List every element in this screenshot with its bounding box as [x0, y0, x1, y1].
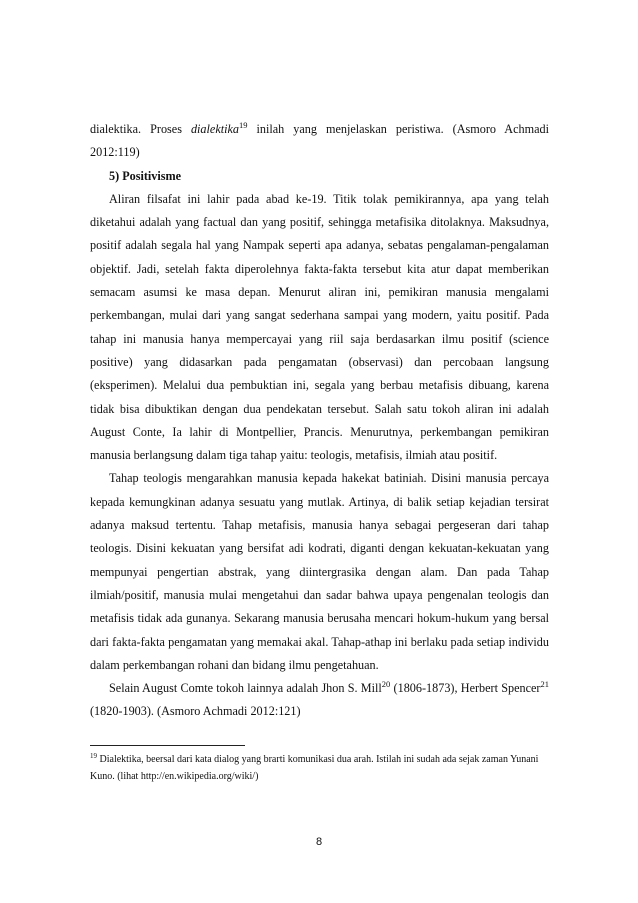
paragraph-4-start: Selain August Comte tokoh lainnya adalah Jhon S. Mill	[109, 681, 382, 696]
footnote-ref-20: 20	[381, 679, 391, 690]
paragraph-4	[90, 677, 549, 724]
paragraph-4-end: (1820-1903). (Asmoro Achmadi 2012:121)	[90, 704, 301, 719]
footnote-19	[90, 751, 549, 785]
term-dialektika: dialektika	[190, 122, 240, 136]
paragraph-4-middle: (1806-1873), Herbert Spencer	[390, 681, 541, 696]
footnote-ref-21: 21	[540, 679, 549, 690]
paragraph-1-start: dialektika. Proses	[90, 122, 191, 136]
body-text	[90, 118, 549, 724]
footnote-text: Dialektika, beersal dari kata dialog yang brarti komunikasi dua arah. Istilah ini sudah ada sejak zaman Yunani Kuno. (lihat http://en.wikipedia.org/wiki/)	[90, 754, 539, 782]
footnote-marker: 19	[90, 752, 97, 760]
page-number: 8	[315, 836, 323, 848]
paragraph-1	[90, 118, 549, 165]
paragraph-3: Tahap teologis mengarahkan manusia kepada hakekat batiniah. Disini manusia percaya kepada kemungkinan adanya sesuatu yang mutlak. Artinya, di balik setiap kejadian tersirat adanya maksud tertentu. Tahap metafisis, manusia hanya sebagai pergeseran dari tahap teologis. Disini kekuatan yang bersifat adi kodrati, diganti dengan kekuatan-kekuatan yang mempunyai pengertian abstrak, yang diintergrasika dengan alam. Dan pada Tahap ilmiah/positif, manusia mulai mengetahui dan sadar bahwa upaya pengenalan teologis dan metafisis tidak ada gunanya. Sekarang manusia berusaha mencari hokum-hukum yang bersal dari fakta-fakta pengamatan yang memakai akal. Tahap-athap ini berlaku pada setiap individu dalam perkembangan rohani dan bidang ilmu pengetahuan.	[90, 471, 549, 672]
footnote-ref-19: 19	[239, 120, 248, 130]
paragraph-2: Aliran filsafat ini lahir pada abad ke-19. Titik tolak pemikirannya, apa yang telah diketahui adalah yang factual dan yang positif, sehingga metafisika ditolaknya. Maksudnya, positif adalah segala hal yang Nampak seperti apa adanya, sebatas pengalaman-pengalaman objektif. Jadi, setelah fakta diperolehnya fakta-fakta tersebut kita atur dapat memberikan semacam asumsi ke masa depan. Menurut aliran ini, pemikiran manusia mengalami perkembangan, mulai dari yang sangat sederhana sampai yang modern, yaitu positif. Pada tahap ini manusia hanya mempercayai yang riil saja berdasarkan ilmu positif (science positive) yang didasarkan pada pengamatan (observasi) dan percobaan langsung (eksperimen). Melalui dua pembuktian ini, segala yang berbau metafisis dibuang, karena tidak bisa dibuktikan dengan dua pendekatan tersebut. Salah satu tokoh aliran ini adalah August Conte, Ia lahir di Montpellier, Prancis. Menurutnya, perkembangan pemikiran manusia berlangsung dalam tiga tahap yaitu: teologis, metafisis, ilmiah atau positif.	[90, 191, 549, 463]
section-heading: 5) Positivisme	[109, 168, 182, 183]
paragraph-1-end: inilah yang menjelaskan peristiwa. (Asmoro Achmadi 2012:119)	[90, 122, 549, 160]
footnote-divider	[90, 745, 245, 746]
